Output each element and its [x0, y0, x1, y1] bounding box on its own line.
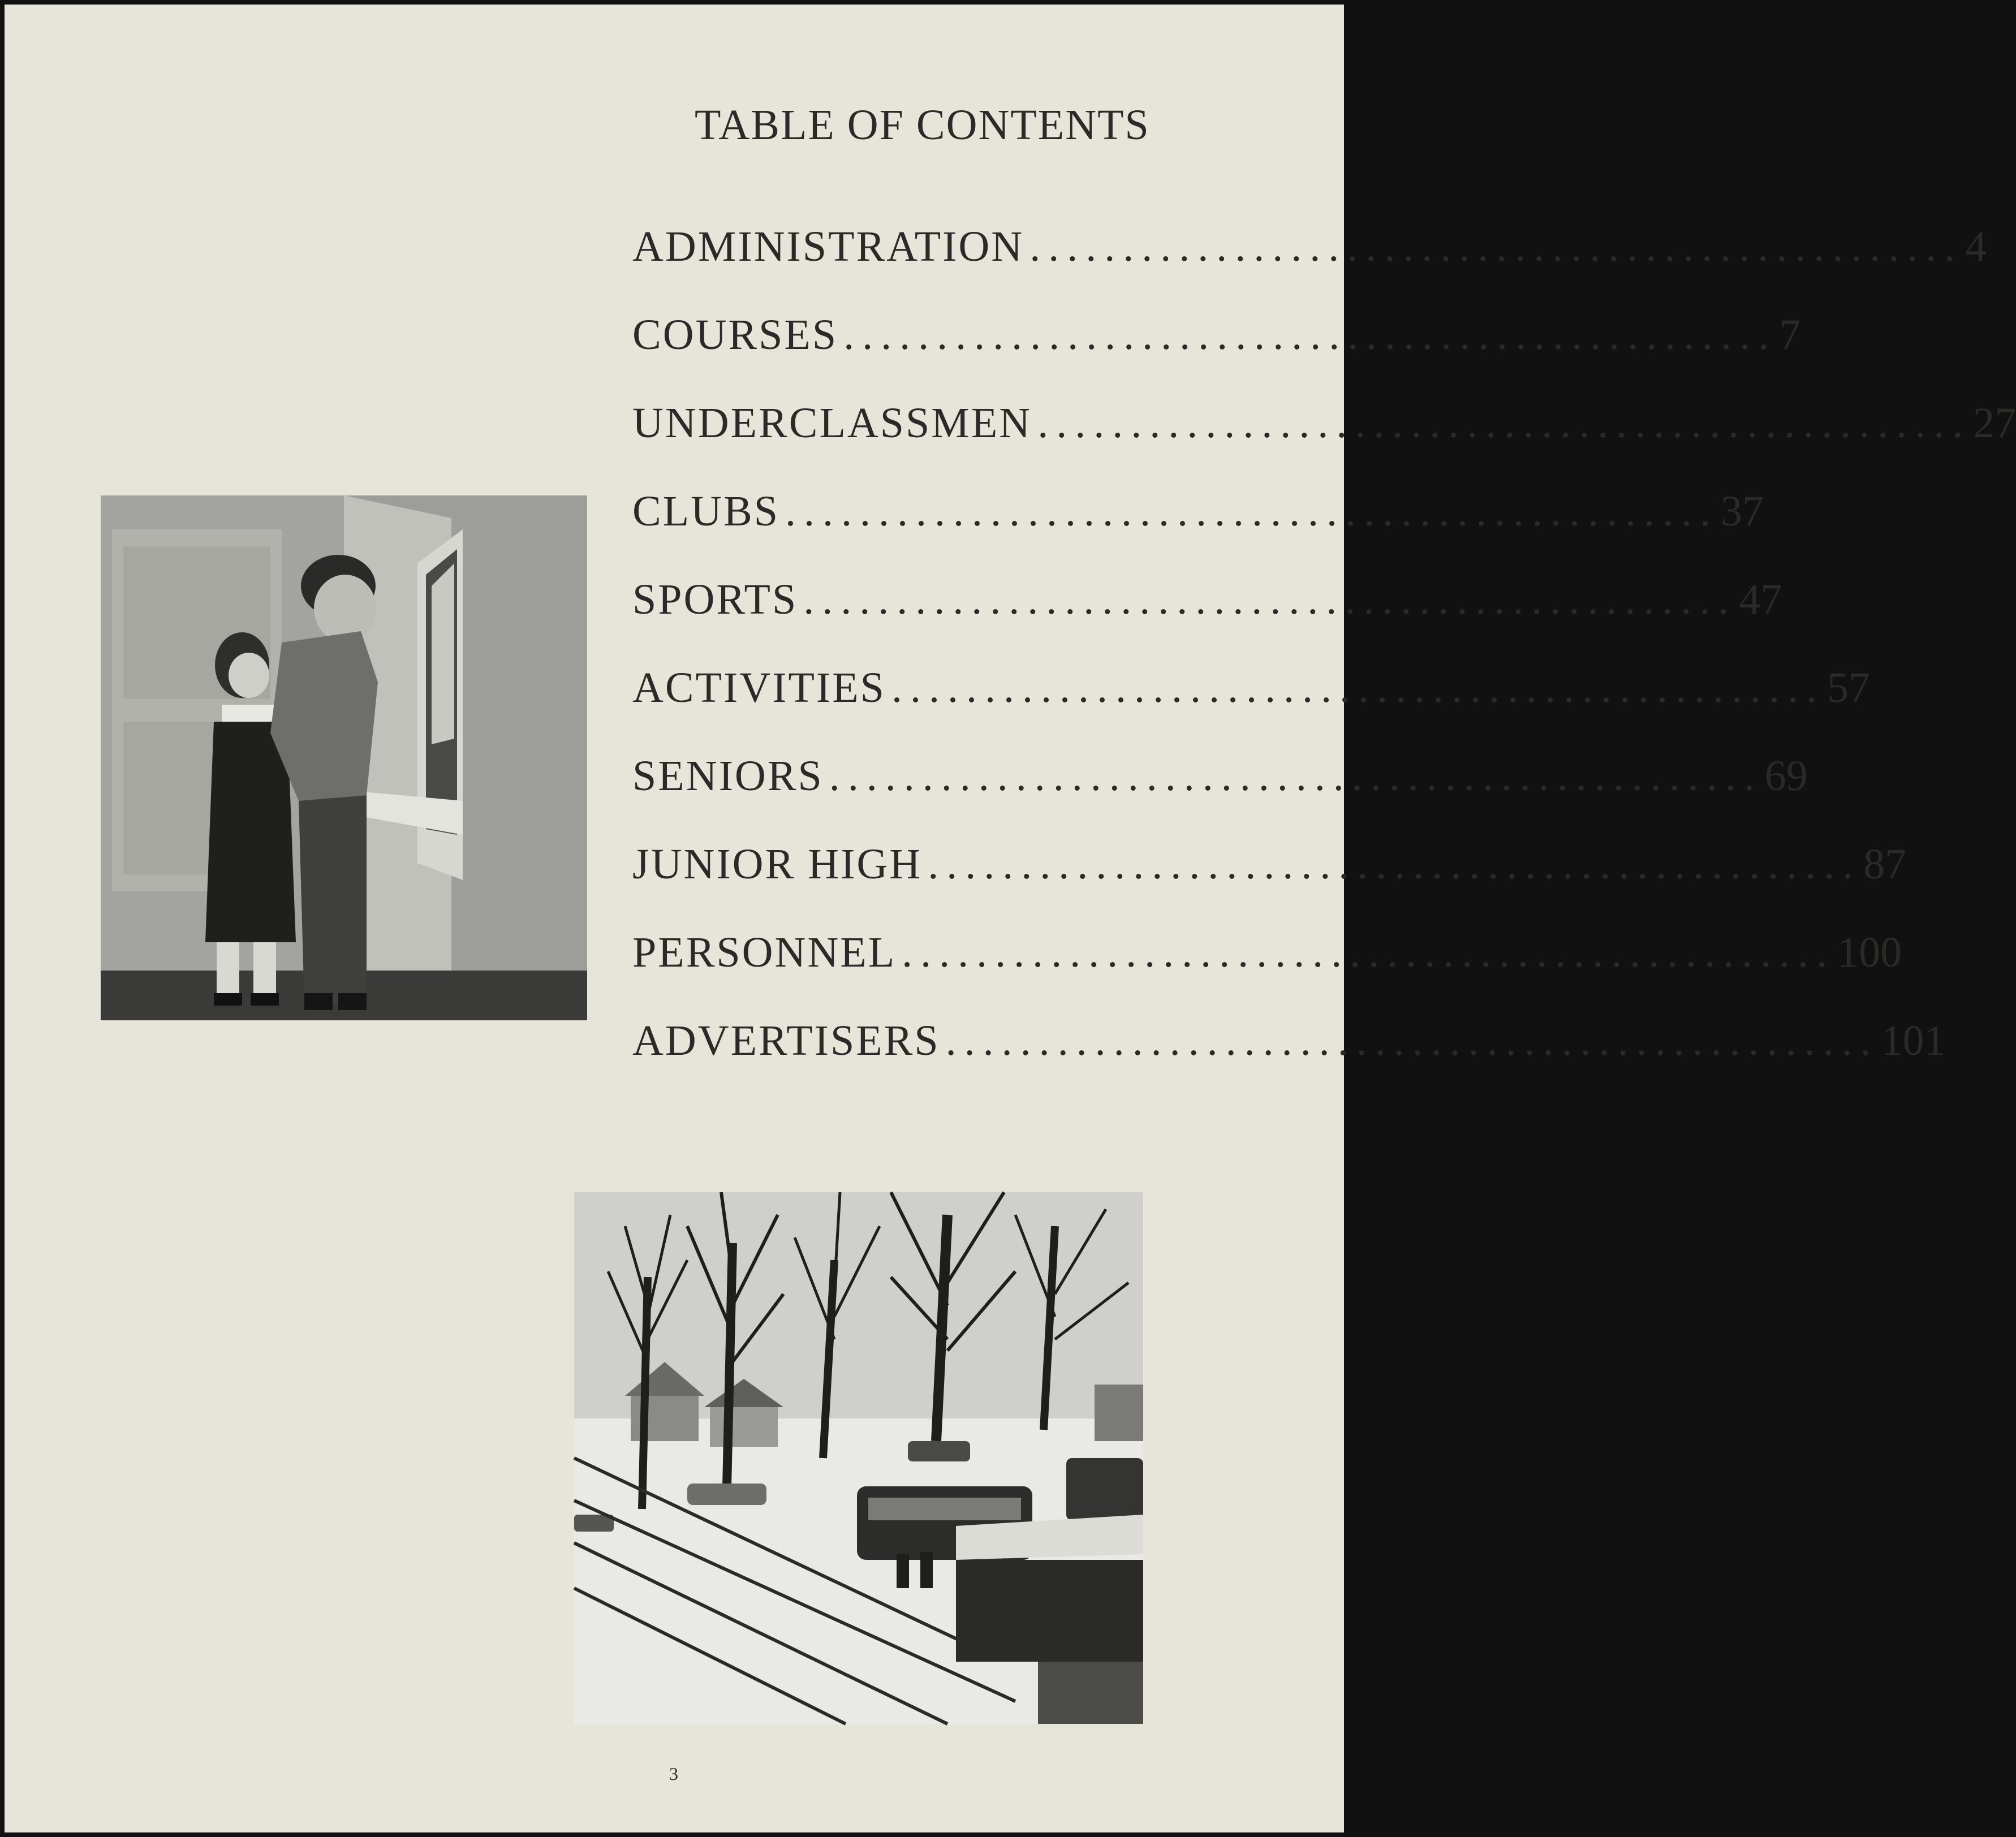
toc-entry — [632, 1016, 1946, 1105]
toc-entry — [632, 222, 1987, 311]
toc-entry-label: ADVERTISERS — [632, 1017, 940, 1064]
toc-entry-label: JUNIOR HIGH — [632, 840, 923, 888]
toc-entry-page: 47 — [1739, 576, 1782, 623]
toc-entry-page: 69 — [1764, 752, 1808, 800]
toc-entry — [632, 663, 1870, 752]
toc-entry-page: 87 — [1863, 840, 1907, 888]
toc-entry-page: 4 — [1965, 223, 1987, 270]
toc-entry — [632, 399, 2016, 487]
toc-entry — [632, 487, 1764, 575]
toc-entry — [632, 311, 1801, 399]
toc-leader-dots: .................................................. — [902, 929, 1836, 976]
page-number: 3 — [669, 1763, 678, 1784]
toc-entry-label: COURSES — [632, 311, 838, 359]
toc-entry-page: 101 — [1881, 1017, 1946, 1064]
toc-leader-dots: .................................................. — [1037, 399, 1971, 447]
toc-entry — [632, 575, 1782, 663]
yearbook-page — [5, 5, 2016, 1832]
page-title: TABLE OF CONTENTS — [695, 101, 1150, 149]
toc-entry-label: ADMINISTRATION — [632, 223, 1024, 270]
toc-entry-label: UNDERCLASSMEN — [632, 399, 1032, 447]
toc-entry-label: PERSONNEL — [632, 929, 897, 976]
toc-entry — [632, 840, 1907, 928]
toc-leader-dots: .................................................. — [945, 1017, 1879, 1064]
toc-leader-dots: .................................................. — [803, 576, 1737, 623]
toc-entry — [632, 752, 1808, 840]
toc-leader-dots: .................................................. — [1029, 223, 1963, 270]
toc-entry-page: 57 — [1827, 664, 1870, 711]
toc-entry — [632, 928, 1902, 1016]
students-at-window-photo — [101, 495, 587, 1020]
toc-entry-page: 100 — [1837, 929, 1902, 976]
toc-entry-page: 27 — [1973, 399, 2016, 447]
toc-leader-dots: .................................................. — [891, 664, 1825, 711]
toc-leader-dots: .................................................. — [843, 311, 1777, 359]
table-of-contents — [632, 222, 2016, 1105]
toc-leader-dots: .................................................. — [829, 752, 1763, 800]
toc-leader-dots: .................................................. — [785, 488, 1718, 535]
toc-entry-page: 37 — [1720, 488, 1764, 535]
snowy-schoolyard-photo — [574, 1192, 1143, 1724]
toc-leader-dots: .................................................. — [928, 840, 1862, 888]
toc-entry-label: CLUBS — [632, 488, 779, 535]
toc-entry-label: SPORTS — [632, 576, 798, 623]
toc-entry-page: 7 — [1779, 311, 1801, 359]
toc-entry-label: SENIORS — [632, 752, 824, 800]
toc-entry-label: ACTIVITIES — [632, 664, 886, 711]
